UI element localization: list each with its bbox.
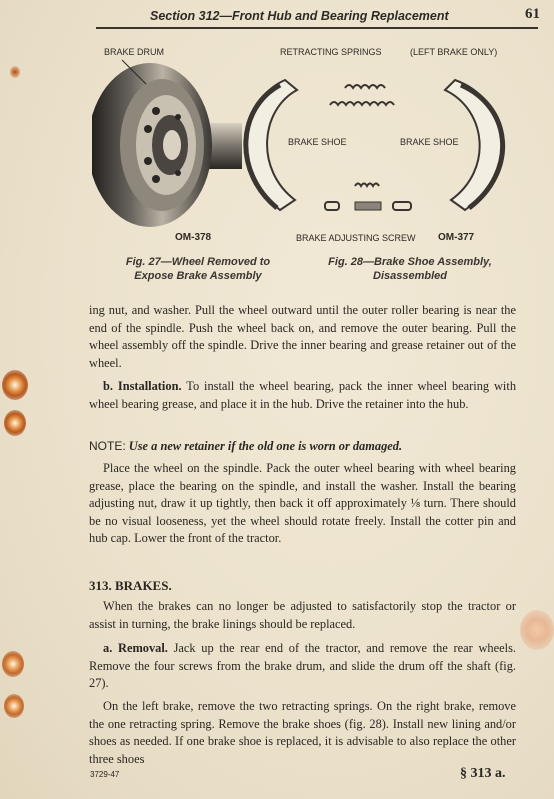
paragraph-installation [89, 378, 516, 413]
brake-drum-pointer [120, 58, 160, 88]
label-brake-drum: BRAKE DRUM [104, 47, 165, 57]
fig28-caption-line2: Disassembled [373, 270, 447, 282]
removal-heading: a. Removal. [103, 641, 168, 655]
paragraph-removal [89, 640, 516, 693]
paragraph-3: Place the wheel on the spindle. Pack the outer wheel bearing with wheel bearing grease, place the bearing on the spindle, and install the washer. Install the bearing adjusting nut, draw it up tightly, then back it off approximately ⅛ turn. There should be no visual looseness, yet the wheel should rotate freely. Install the cotter pin and hub cap. Lower the front of the tractor. [89, 461, 516, 545]
fig28-caption-line1: Fig. 28—Brake Shoe Assembly, [328, 256, 492, 268]
section-title: Section 312—Front Hub and Bearing Replacement [150, 9, 449, 23]
label-retracting-springs: RETRACTING SPRINGS [280, 47, 382, 57]
header-rule [96, 27, 538, 29]
paragraph-6: On the left brake, remove the two retracting springs. On the right brake, remove the one retracting spring. Remove the brake shoes (fig. 28). Install new lining and/or shoes as needed. If one brake shoe is replaced, it is advisable to also replace the other three shoes [89, 699, 516, 766]
burn-mark [10, 66, 20, 78]
footer-code: 3729-47 [90, 770, 120, 779]
fig28-caption [305, 255, 515, 283]
removal-text: Jack up the rear end of the tractor, and remove the rear wheels. Remove the four screws from the brake drum, and slide the drum off the shaft (fig. 27). [89, 641, 516, 690]
paragraph-4: When the brakes can no longer be adjusted to satisfactorily stop the tractor or assist in turning, the brake linings should be replaced. [89, 599, 516, 631]
section-313-heading: 313. BRAKES. [89, 578, 172, 593]
note-text: Use a new retainer if the old one is worn or damaged. [128, 439, 403, 453]
burn-mark [520, 610, 554, 650]
fig27-caption-line1: Fig. 27—Wheel Removed to [125, 256, 271, 268]
brake-shoe-illustration [225, 60, 525, 230]
footer-section-ref: § 313 a. [460, 766, 506, 781]
label-left-brake-only: (LEFT BRAKE ONLY) [410, 47, 498, 57]
page-header [150, 6, 540, 26]
fig28-code: OM-377 [438, 232, 475, 243]
fig27-caption-line2: Expose Brake Assembly [134, 270, 262, 282]
burn-mark [4, 410, 26, 436]
note-label: NOTE: [89, 439, 126, 453]
burn-mark [4, 694, 24, 718]
fig27-caption [108, 255, 288, 283]
label-adjusting-screw: BRAKE ADJUSTING SCREW [296, 233, 416, 243]
label-brake-shoe-left: BRAKE SHOE [288, 137, 347, 147]
brake-drum-illustration [92, 55, 242, 230]
paragraph-1: ing nut, and washer. Pull the wheel outward until the outer roller bearing is near the end of the spindle. Push the wheel back on, and remove the outer bearing. Pull the wheel assembly off the spindle. Drive the inner bearing and grease retainer out of the wheel. [89, 303, 516, 370]
fig27-code: OM-378 [175, 232, 212, 243]
label-brake-shoe-right: BRAKE SHOE [400, 137, 459, 147]
installation-heading: b. Installation. [103, 379, 182, 393]
page-number: 61 [525, 6, 540, 22]
note [89, 438, 516, 456]
burn-mark [2, 651, 24, 677]
burn-mark [2, 370, 28, 400]
installation-text: To install the wheel bearing, pack the inner wheel bearing with wheel bearing grease, and place it in the hub. Drive the retainer into the hub. [89, 379, 517, 411]
